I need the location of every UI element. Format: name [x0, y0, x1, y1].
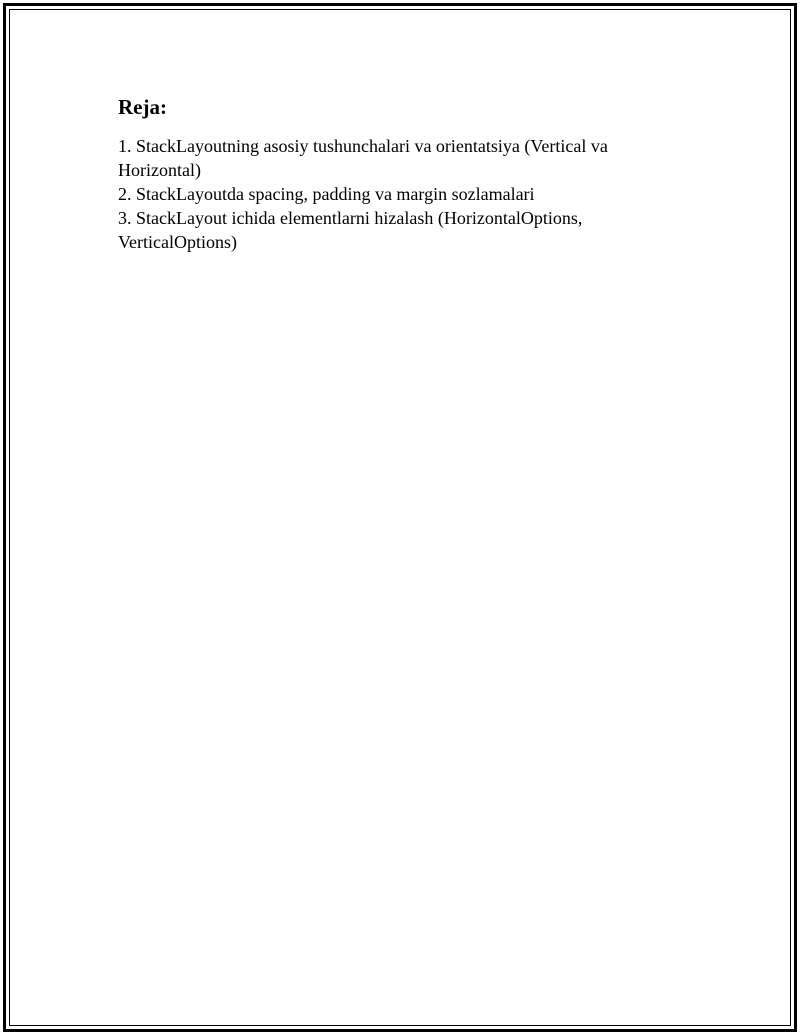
plan-heading: Reja:	[118, 95, 167, 119]
plan-item-1: 1. StackLayoutning asosiy tushunchalari va orientatsiya (Vertical va Horizontal)	[118, 136, 608, 180]
plan-item-3: 3. StackLayout ichida elementlarni hizalash (HorizontalOptions, VerticalOptions)	[118, 208, 583, 252]
document-content	[118, 94, 678, 254]
plan-list	[118, 134, 678, 254]
plan-item-2: 2. StackLayoutda spacing, padding va margin sozlamalari	[118, 184, 535, 204]
